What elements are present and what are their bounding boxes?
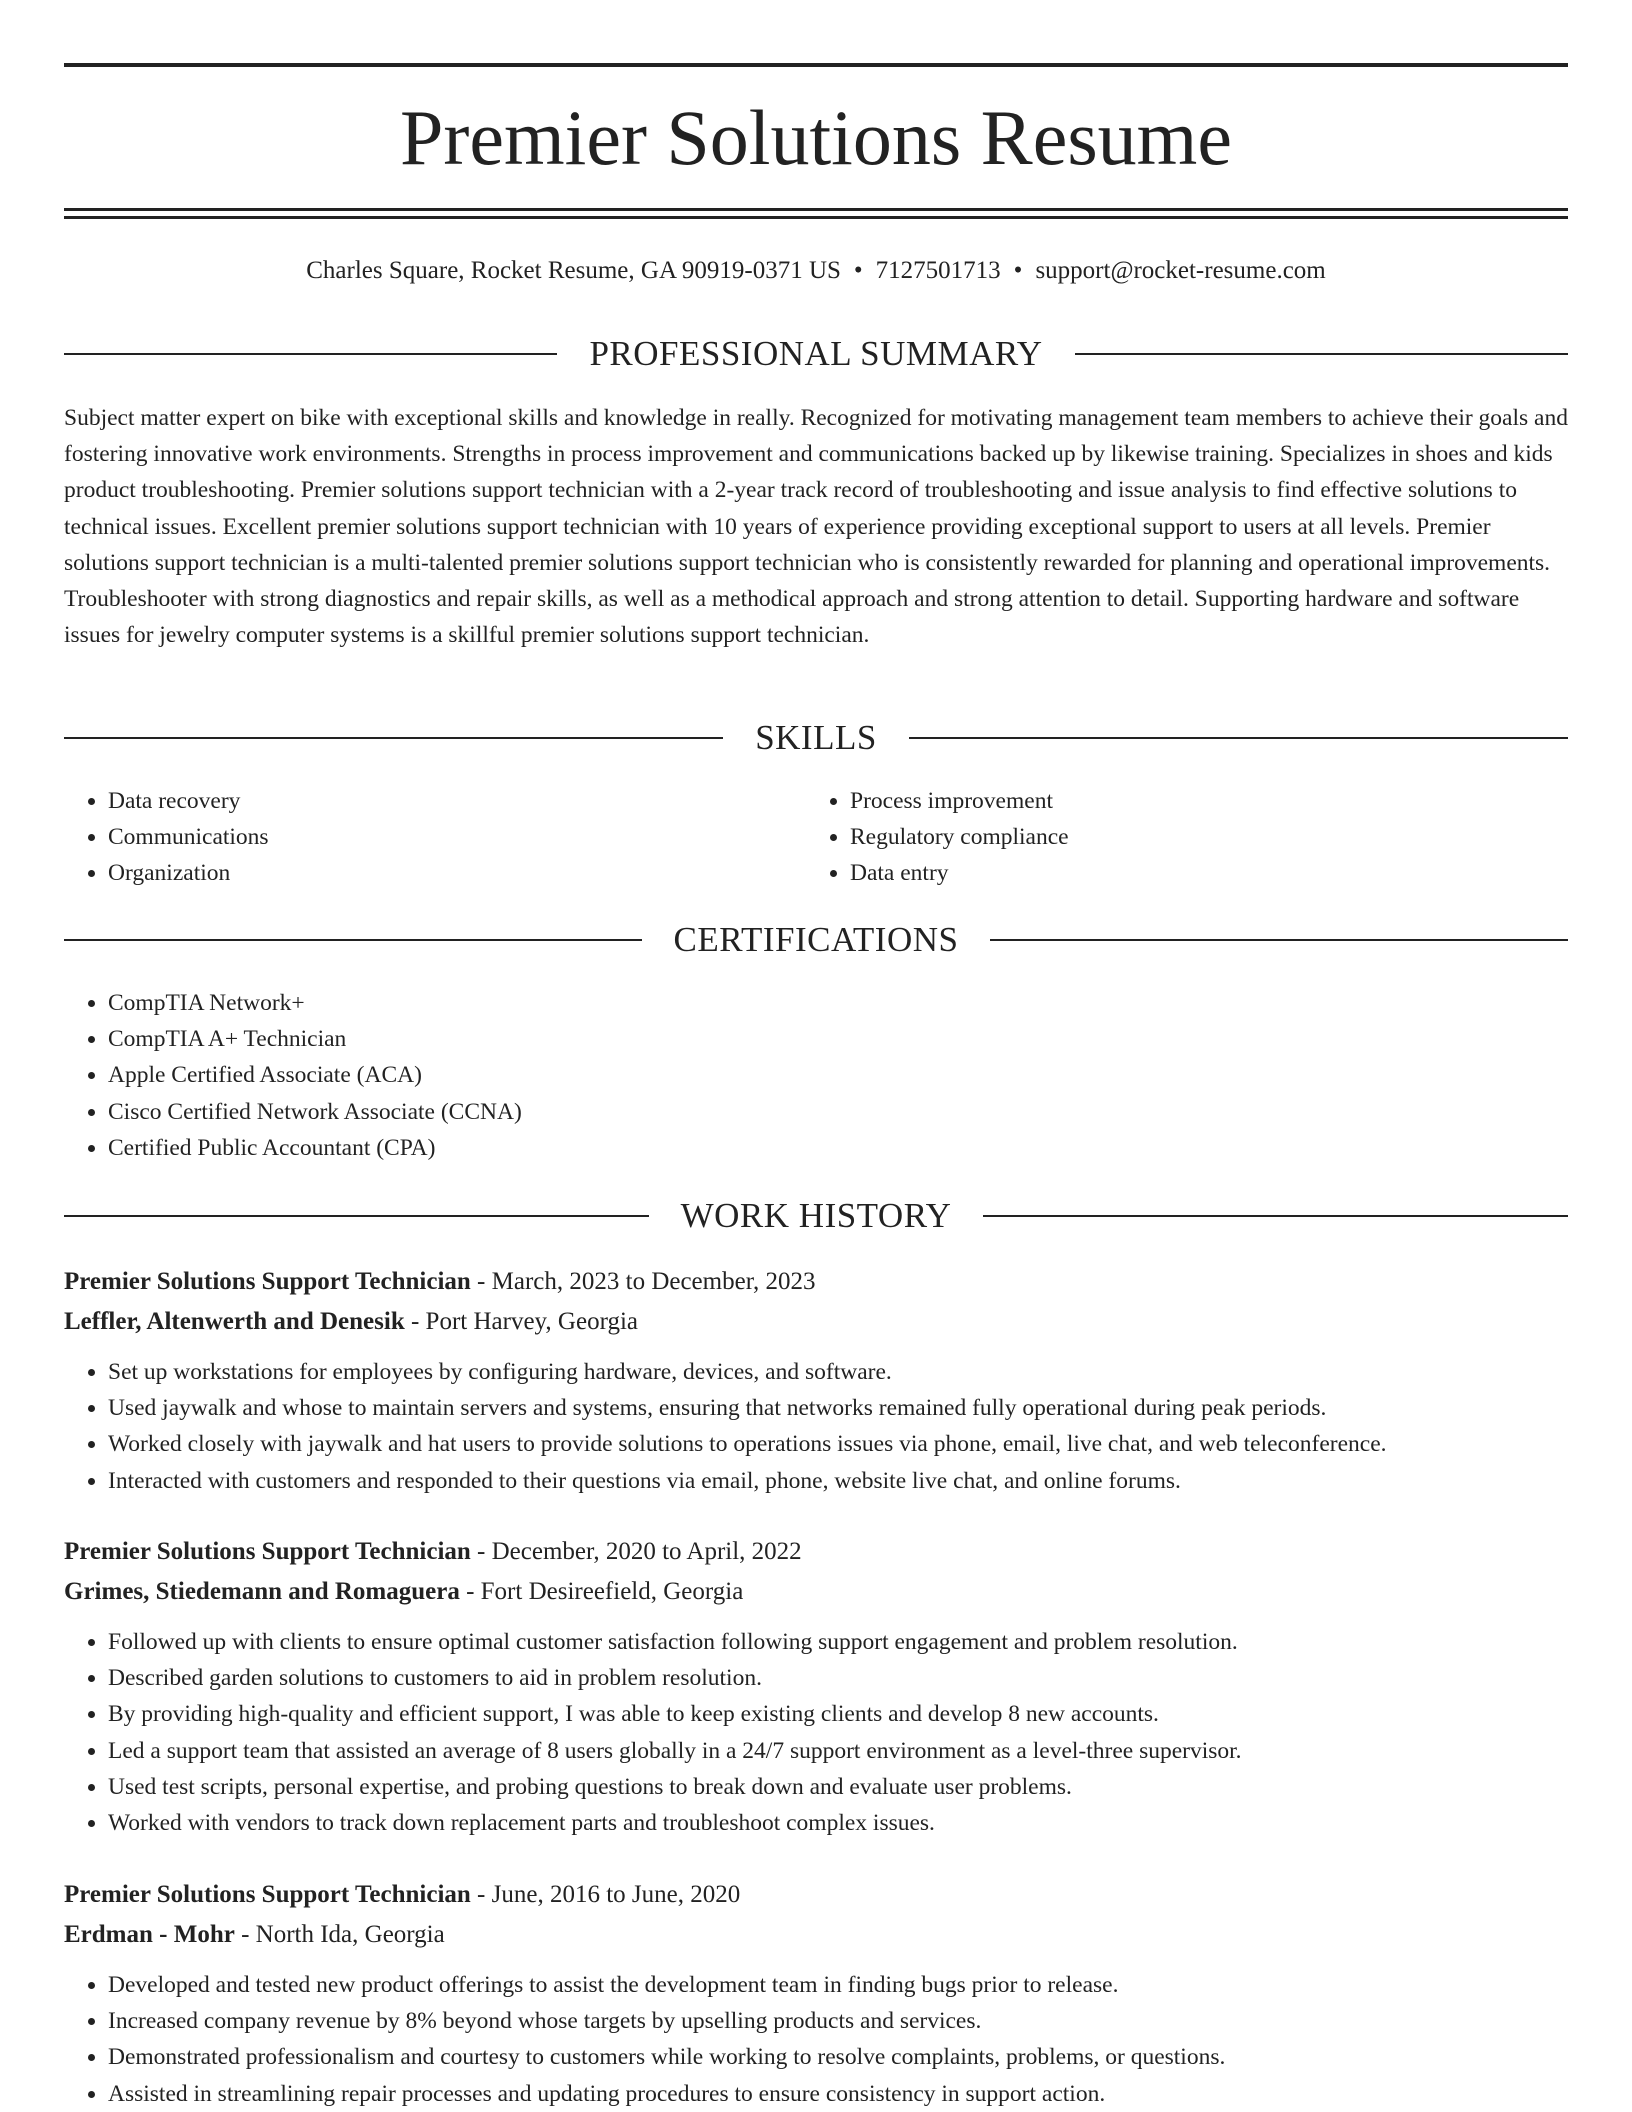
job-bullet: • Interacted with customers and responded to their questions via email, phone, website live chat, and online forums. [108, 1463, 1568, 1499]
skills-column-left [64, 783, 764, 892]
top-rule [64, 63, 1568, 67]
contact-separator: • [1013, 257, 1023, 284]
title-rule-lower [64, 216, 1568, 219]
skill-item: • Data recovery [108, 783, 764, 819]
job-bullets [64, 1354, 1568, 1499]
job-location: - North Ida, Georgia [234, 1921, 445, 1948]
section-title-skills: SKILLS [755, 718, 877, 757]
job-company: Erdman - Mohr [64, 1921, 235, 1948]
job-bullet: • Followed up with clients to ensure optimal customer satisfaction following support engagement and problem resolution. [108, 1624, 1568, 1660]
skill-item: • Organization [108, 855, 764, 891]
job-location: - Fort Desireefield, Georgia [459, 1578, 744, 1605]
title-rule-upper [64, 208, 1568, 211]
section-header-skills [64, 716, 1568, 760]
section-rule [909, 737, 1568, 739]
section-header-summary [64, 332, 1568, 376]
job-entry [64, 1875, 1568, 2112]
job-bullet: • Demonstrated professionalism and courtesy to customers while working to resolve complaints, problems, or questions. [108, 2039, 1568, 2075]
job-company-line [64, 1915, 1568, 1955]
job-entry [64, 1532, 1568, 1841]
skills-list-right [806, 783, 1506, 892]
contact-phone: 7127501713 [875, 257, 1001, 284]
job-location: - Port Harvey, Georgia [404, 1308, 638, 1335]
job-title: Premier Solutions Support Technician [64, 1881, 471, 1908]
job-bullet: • Led a support team that assisted an average of 8 users globally in a 24/7 support environment as a level-three supervisor. [108, 1733, 1568, 1769]
contact-address: Charles Square, Rocket Resume, GA 90919-0371 US [306, 257, 841, 284]
skill-item: • Process improvement [850, 783, 1506, 819]
contact-line [64, 254, 1568, 288]
job-company: Leffler, Altenwerth and Denesik [64, 1308, 405, 1335]
section-rule [64, 939, 642, 941]
job-dates: - December, 2020 to April, 2022 [470, 1538, 802, 1565]
job-bullet: • Used test scripts, personal expertise, and probing questions to break down and evaluate user problems. [108, 1769, 1568, 1805]
job-bullet: • Increased company revenue by 8% beyond whose targets by upselling products and services. [108, 2003, 1568, 2039]
contact-separator: • [853, 257, 863, 284]
certification-item: • CompTIA A+ Technician [108, 1021, 1064, 1057]
job-bullet: • Developed and tested new product offerings to assist the development team in finding bugs prior to release. [108, 1967, 1568, 2003]
contact-email: support@rocket-resume.com [1035, 257, 1326, 284]
job-title: Premier Solutions Support Technician [64, 1538, 471, 1565]
job-bullet: • Worked closely with jaywalk and hat users to provide solutions to operations issues via phone, email, live chat, and web teleconference. [108, 1426, 1568, 1462]
resume-title: Premier Solutions Resume [400, 94, 1232, 181]
skill-item: • Regulatory compliance [850, 819, 1506, 855]
job-entry [64, 1262, 1568, 1499]
job-company-line [64, 1302, 1568, 1342]
job-title: Premier Solutions Support Technician [64, 1268, 471, 1295]
section-header-work [64, 1194, 1568, 1238]
certification-item: • Cisco Certified Network Associate (CCNA) [108, 1094, 1064, 1130]
section-header-certifications [64, 918, 1568, 962]
job-bullet: • Assisted in streamlining repair processes and updating procedures to ensure consistency in support action. [108, 2076, 1568, 2112]
job-bullet: • Described garden solutions to customers to aid in problem resolution. [108, 1660, 1568, 1696]
section-title-work: WORK HISTORY [680, 1196, 952, 1235]
section-title-summary: PROFESSIONAL SUMMARY [589, 334, 1043, 373]
skill-item: • Communications [108, 819, 764, 855]
job-company-line [64, 1572, 1568, 1612]
certification-item: • Certified Public Accountant (CPA) [108, 1130, 1064, 1166]
section-rule [64, 737, 723, 739]
job-bullet: • By providing high-quality and efficient support, I was able to keep existing clients and develop 8 new accounts. [108, 1696, 1568, 1732]
certifications-block [64, 985, 1064, 1166]
job-bullet: • Set up workstations for employees by configuring hardware, devices, and software. [108, 1354, 1568, 1390]
certifications-list [64, 985, 1064, 1166]
job-title-line [64, 1262, 1568, 1302]
job-bullet: • Worked with vendors to track down replacement parts and troubleshoot complex issues. [108, 1805, 1568, 1841]
skills-list-left [64, 783, 764, 892]
job-title-line [64, 1875, 1568, 1915]
job-bullets [64, 1624, 1568, 1841]
skills-column-right [806, 783, 1506, 892]
job-company: Grimes, Stiedemann and Romaguera [64, 1578, 460, 1605]
section-rule [983, 1215, 1568, 1217]
section-rule [990, 939, 1568, 941]
section-title-certifications: CERTIFICATIONS [673, 920, 959, 959]
section-rule [1075, 353, 1568, 355]
job-bullets [64, 1967, 1568, 2112]
section-rule [64, 353, 557, 355]
section-rule [64, 1215, 649, 1217]
summary-paragraph: Subject matter expert on bike with exceptional skills and knowledge in really. Recognized for motivating management team members to achieve their goals and fostering innovative work environments. Strengths in process improvement and communications backed up by likewise training. Specializes in shoes and kids product troubleshooting. Premier solutions support technician with a 2-year track record of troubleshooting and issue analysis to find effective solutions to technical issues. Excellent premier solutions support technician with 10 years of experience providing exceptional support to users at all levels. Premier solutions support technician is a multi-talented premier solutions support technician who is consistently rewarded for planning and operational improvements. Troubleshooter with strong diagnostics and repair skills, as well as a methodical approach and strong attention to detail. Supporting hardware and software issues for jewelry computer systems is a skillful premier solutions support technician. [64, 405, 1568, 649]
job-bullet: • Used jaywalk and whose to maintain servers and systems, ensuring that networks remained fully operational during peak periods. [108, 1390, 1568, 1426]
job-title-line [64, 1532, 1568, 1572]
certification-item: • Apple Certified Associate (ACA) [108, 1057, 1064, 1093]
job-dates: - March, 2023 to December, 2023 [470, 1268, 816, 1295]
certification-item: • CompTIA Network+ [108, 985, 1064, 1021]
job-dates: - June, 2016 to June, 2020 [470, 1881, 741, 1908]
skill-item: • Data entry [850, 855, 1506, 891]
